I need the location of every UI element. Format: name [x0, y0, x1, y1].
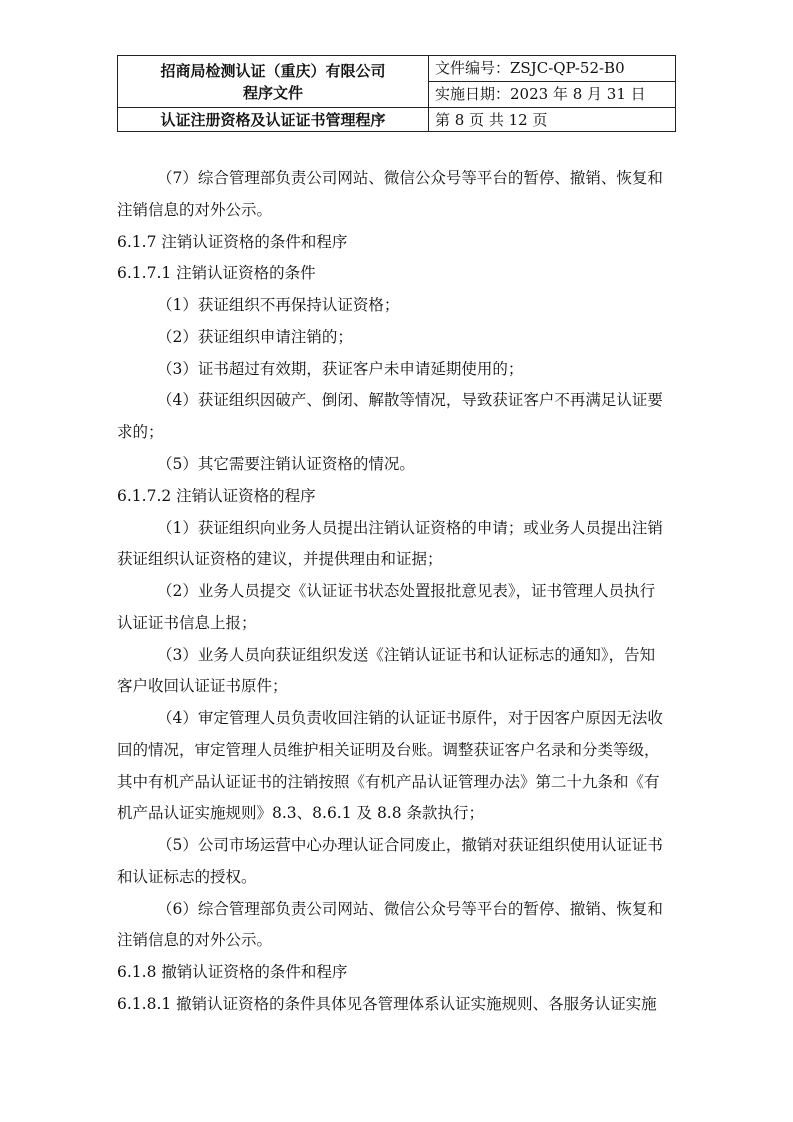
- text-line: （3）证书超过有效期，获证客户未申请延期使用的；: [157, 360, 524, 378]
- text-line: 6.1.8 撤销认证资格的条件和程序: [117, 963, 348, 981]
- company-cell: [118, 56, 429, 108]
- text-line: 6.1.7.2 注销认证资格的程序: [117, 487, 316, 505]
- meta-cell: [429, 56, 676, 108]
- text-line: 认证证书信息上报；: [117, 614, 257, 632]
- document-header-table: [117, 55, 676, 132]
- implementation-date: 实施日期：2023 年 8 月 31 日: [429, 81, 675, 107]
- text-line: 获证组织认证资格的建议，并提供理由和证据；: [117, 550, 443, 568]
- text-line: 其中有机产品认证证书的注销按照《有机产品认证管理办法》第二十九条和《有: [117, 773, 660, 791]
- document-title: 认证注册资格及认证证书管理程序: [118, 108, 429, 132]
- text-line: （1）获证组织向业务人员提出注销认证资格的申请；或业务人员提出注销: [157, 519, 663, 537]
- text-line: （4）审定管理人员负责收回注销的认证证书原件，对于因客户原因无法收: [157, 709, 663, 727]
- text-line: （5）其它需要注销认证资格的情况。: [157, 455, 415, 473]
- file-number: 文件编号：ZSJC-QP-52-B0: [435, 59, 625, 77]
- text-line: 求的；: [117, 423, 164, 441]
- text-line: 6.1.7 注销认证资格的条件和程序: [117, 233, 348, 251]
- text-line: 回的情况，审定管理人员维护相关证明及台账。调整获证客户名录和分类等级，: [117, 741, 660, 759]
- company-name: 招商局检测认证（重庆）有限公司: [160, 61, 386, 80]
- text-line: 注销信息的对外公示。: [117, 931, 273, 949]
- text-line: 6.1.7.1 注销认证资格的条件: [117, 264, 316, 282]
- text-line: 机产品认证实施规则》8.3、8.6.1 及 8.8 条款执行；: [117, 804, 485, 822]
- text-line: 客户收回认证证书原件；: [117, 677, 288, 695]
- text-line: （3）业务人员向获证组织发送《注销认证证书和认证标志的通知》，告知: [157, 646, 656, 664]
- document-type: 程序文件: [242, 83, 303, 102]
- text-line: 和认证标志的授权。: [117, 868, 257, 886]
- text-line: （1）获证组织不再保持认证资格；: [157, 296, 400, 314]
- page-indicator: 第 8 页 共 12 页: [429, 108, 676, 132]
- text-line: （4）获证组织因破产、倒闭、解散等情况，导致获证客户不再满足认证要: [157, 391, 663, 409]
- text-line: （2）获证组织申请注销的；: [157, 328, 353, 346]
- text-line: （2）业务人员提交《认证证书状态处置报批意见表》，证书管理人员执行: [157, 582, 656, 600]
- text-line: （5）公司市场运营中心办理认证合同废止，撤销对获证组织使用认证证书: [157, 836, 663, 854]
- text-line: 注销信息的对外公示。: [117, 201, 273, 219]
- text-line: （7）综合管理部负责公司网站、微信公众号等平台的暂停、撤销、恢复和: [157, 169, 663, 187]
- text-line: （6）综合管理部负责公司网站、微信公众号等平台的暂停、撤销、恢复和: [157, 900, 663, 918]
- text-line: 6.1.8.1 撤销认证资格的条件具体见各管理体系认证实施规则、各服务认证实施: [117, 995, 657, 1013]
